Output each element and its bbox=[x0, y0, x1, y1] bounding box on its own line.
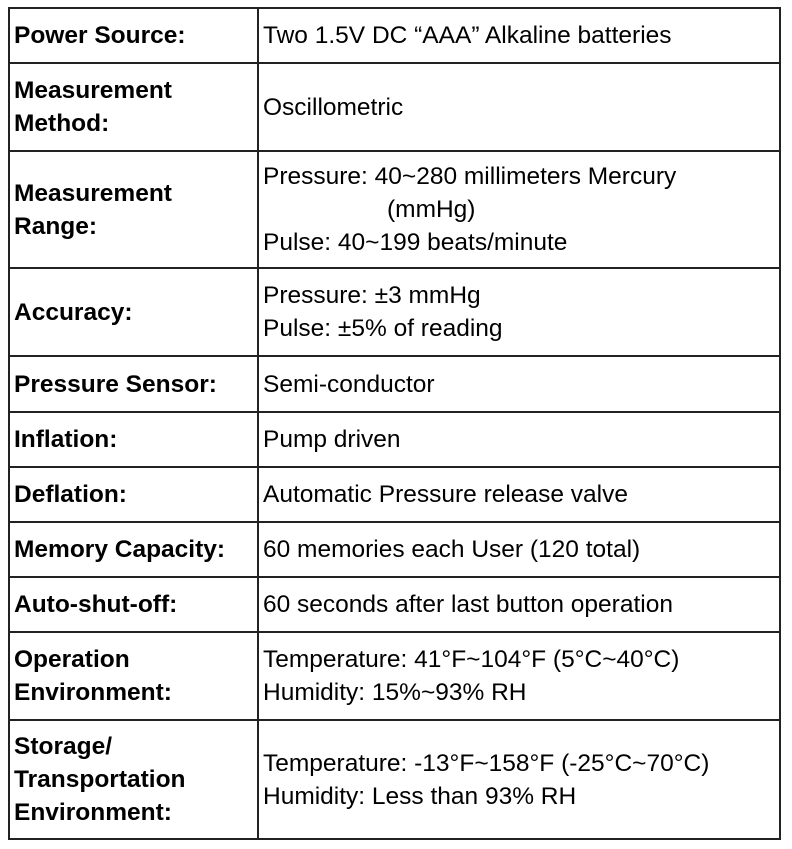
table-row-power-source bbox=[9, 8, 780, 63]
row-value bbox=[258, 268, 780, 356]
specifications-table bbox=[8, 7, 781, 840]
value-text: Automatic Pressure release valve bbox=[263, 481, 628, 508]
value-text: Temperature: -13°F~158°F (-25°C~70°C) bbox=[263, 749, 710, 777]
label-text: Memory Capacity: bbox=[14, 536, 226, 563]
row-value bbox=[258, 63, 780, 151]
row-label bbox=[9, 467, 258, 522]
row-label bbox=[9, 356, 258, 412]
row-label bbox=[9, 577, 258, 632]
label-text: Power Source: bbox=[14, 22, 186, 49]
value-text: (mmHg) bbox=[387, 196, 476, 223]
row-label bbox=[9, 522, 258, 577]
row-value bbox=[258, 356, 780, 412]
value-text: Pump driven bbox=[263, 426, 401, 453]
row-value bbox=[258, 720, 780, 839]
value-text: 60 seconds after last button operation bbox=[263, 591, 673, 618]
label-text: Range: bbox=[14, 212, 98, 240]
label-text: Environment: bbox=[14, 799, 172, 826]
label-text: Inflation: bbox=[14, 426, 118, 453]
label-text: Storage/ bbox=[14, 733, 113, 760]
row-value bbox=[258, 632, 780, 720]
table-row-pressure-sensor bbox=[9, 356, 780, 412]
table-row-memory-capacity bbox=[9, 522, 780, 577]
table-row-operation-environment bbox=[9, 632, 780, 720]
value-text: Pressure: 40~280 millimeters Mercury bbox=[263, 163, 677, 190]
row-label bbox=[9, 151, 258, 268]
table-row-inflation bbox=[9, 412, 780, 467]
value-text: Pressure: ±3 mmHg bbox=[263, 282, 481, 309]
label-text: Measurement bbox=[14, 179, 172, 207]
value-text: Humidity: Less than 93% RH bbox=[263, 782, 577, 810]
table-row-measurement-method bbox=[9, 63, 780, 151]
row-value bbox=[258, 467, 780, 522]
label-text: Pressure Sensor: bbox=[14, 370, 217, 398]
value-text: Pulse: 40~199 beats/minute bbox=[263, 229, 568, 256]
row-label bbox=[9, 412, 258, 467]
value-text: Humidity: 15%~93% RH bbox=[263, 679, 527, 706]
row-value bbox=[258, 522, 780, 577]
row-label bbox=[9, 8, 258, 63]
label-text: Auto-shut-off: bbox=[14, 591, 178, 618]
table-row-storage-environment bbox=[9, 720, 780, 839]
value-text: Semi-conductor bbox=[263, 370, 435, 398]
label-text: Accuracy: bbox=[14, 298, 133, 326]
table-row-measurement-range bbox=[9, 151, 780, 268]
value-text: Temperature: 41°F~104°F (5°C~40°C) bbox=[263, 646, 680, 673]
label-text: Deflation: bbox=[14, 481, 127, 508]
value-text: Oscillometric bbox=[263, 93, 404, 121]
row-label bbox=[9, 720, 258, 839]
value-text: Pulse: ±5% of reading bbox=[263, 315, 503, 342]
value-text: Two 1.5V DC “AAA” Alkaline batteries bbox=[263, 22, 672, 49]
label-text: Environment: bbox=[14, 679, 172, 706]
label-text: Operation bbox=[14, 646, 130, 673]
row-value bbox=[258, 577, 780, 632]
row-label bbox=[9, 632, 258, 720]
row-label bbox=[9, 268, 258, 356]
row-value bbox=[258, 8, 780, 63]
label-text: Measurement bbox=[14, 77, 172, 104]
row-label bbox=[9, 63, 258, 151]
value-text: 60 memories each User (120 total) bbox=[263, 536, 641, 563]
row-value bbox=[258, 151, 780, 268]
table-row-auto-shut-off bbox=[9, 577, 780, 632]
label-text: Method: bbox=[14, 110, 110, 137]
table-row-deflation bbox=[9, 467, 780, 522]
label-text: Transportation bbox=[14, 766, 186, 793]
row-value bbox=[258, 412, 780, 467]
table-row-accuracy bbox=[9, 268, 780, 356]
